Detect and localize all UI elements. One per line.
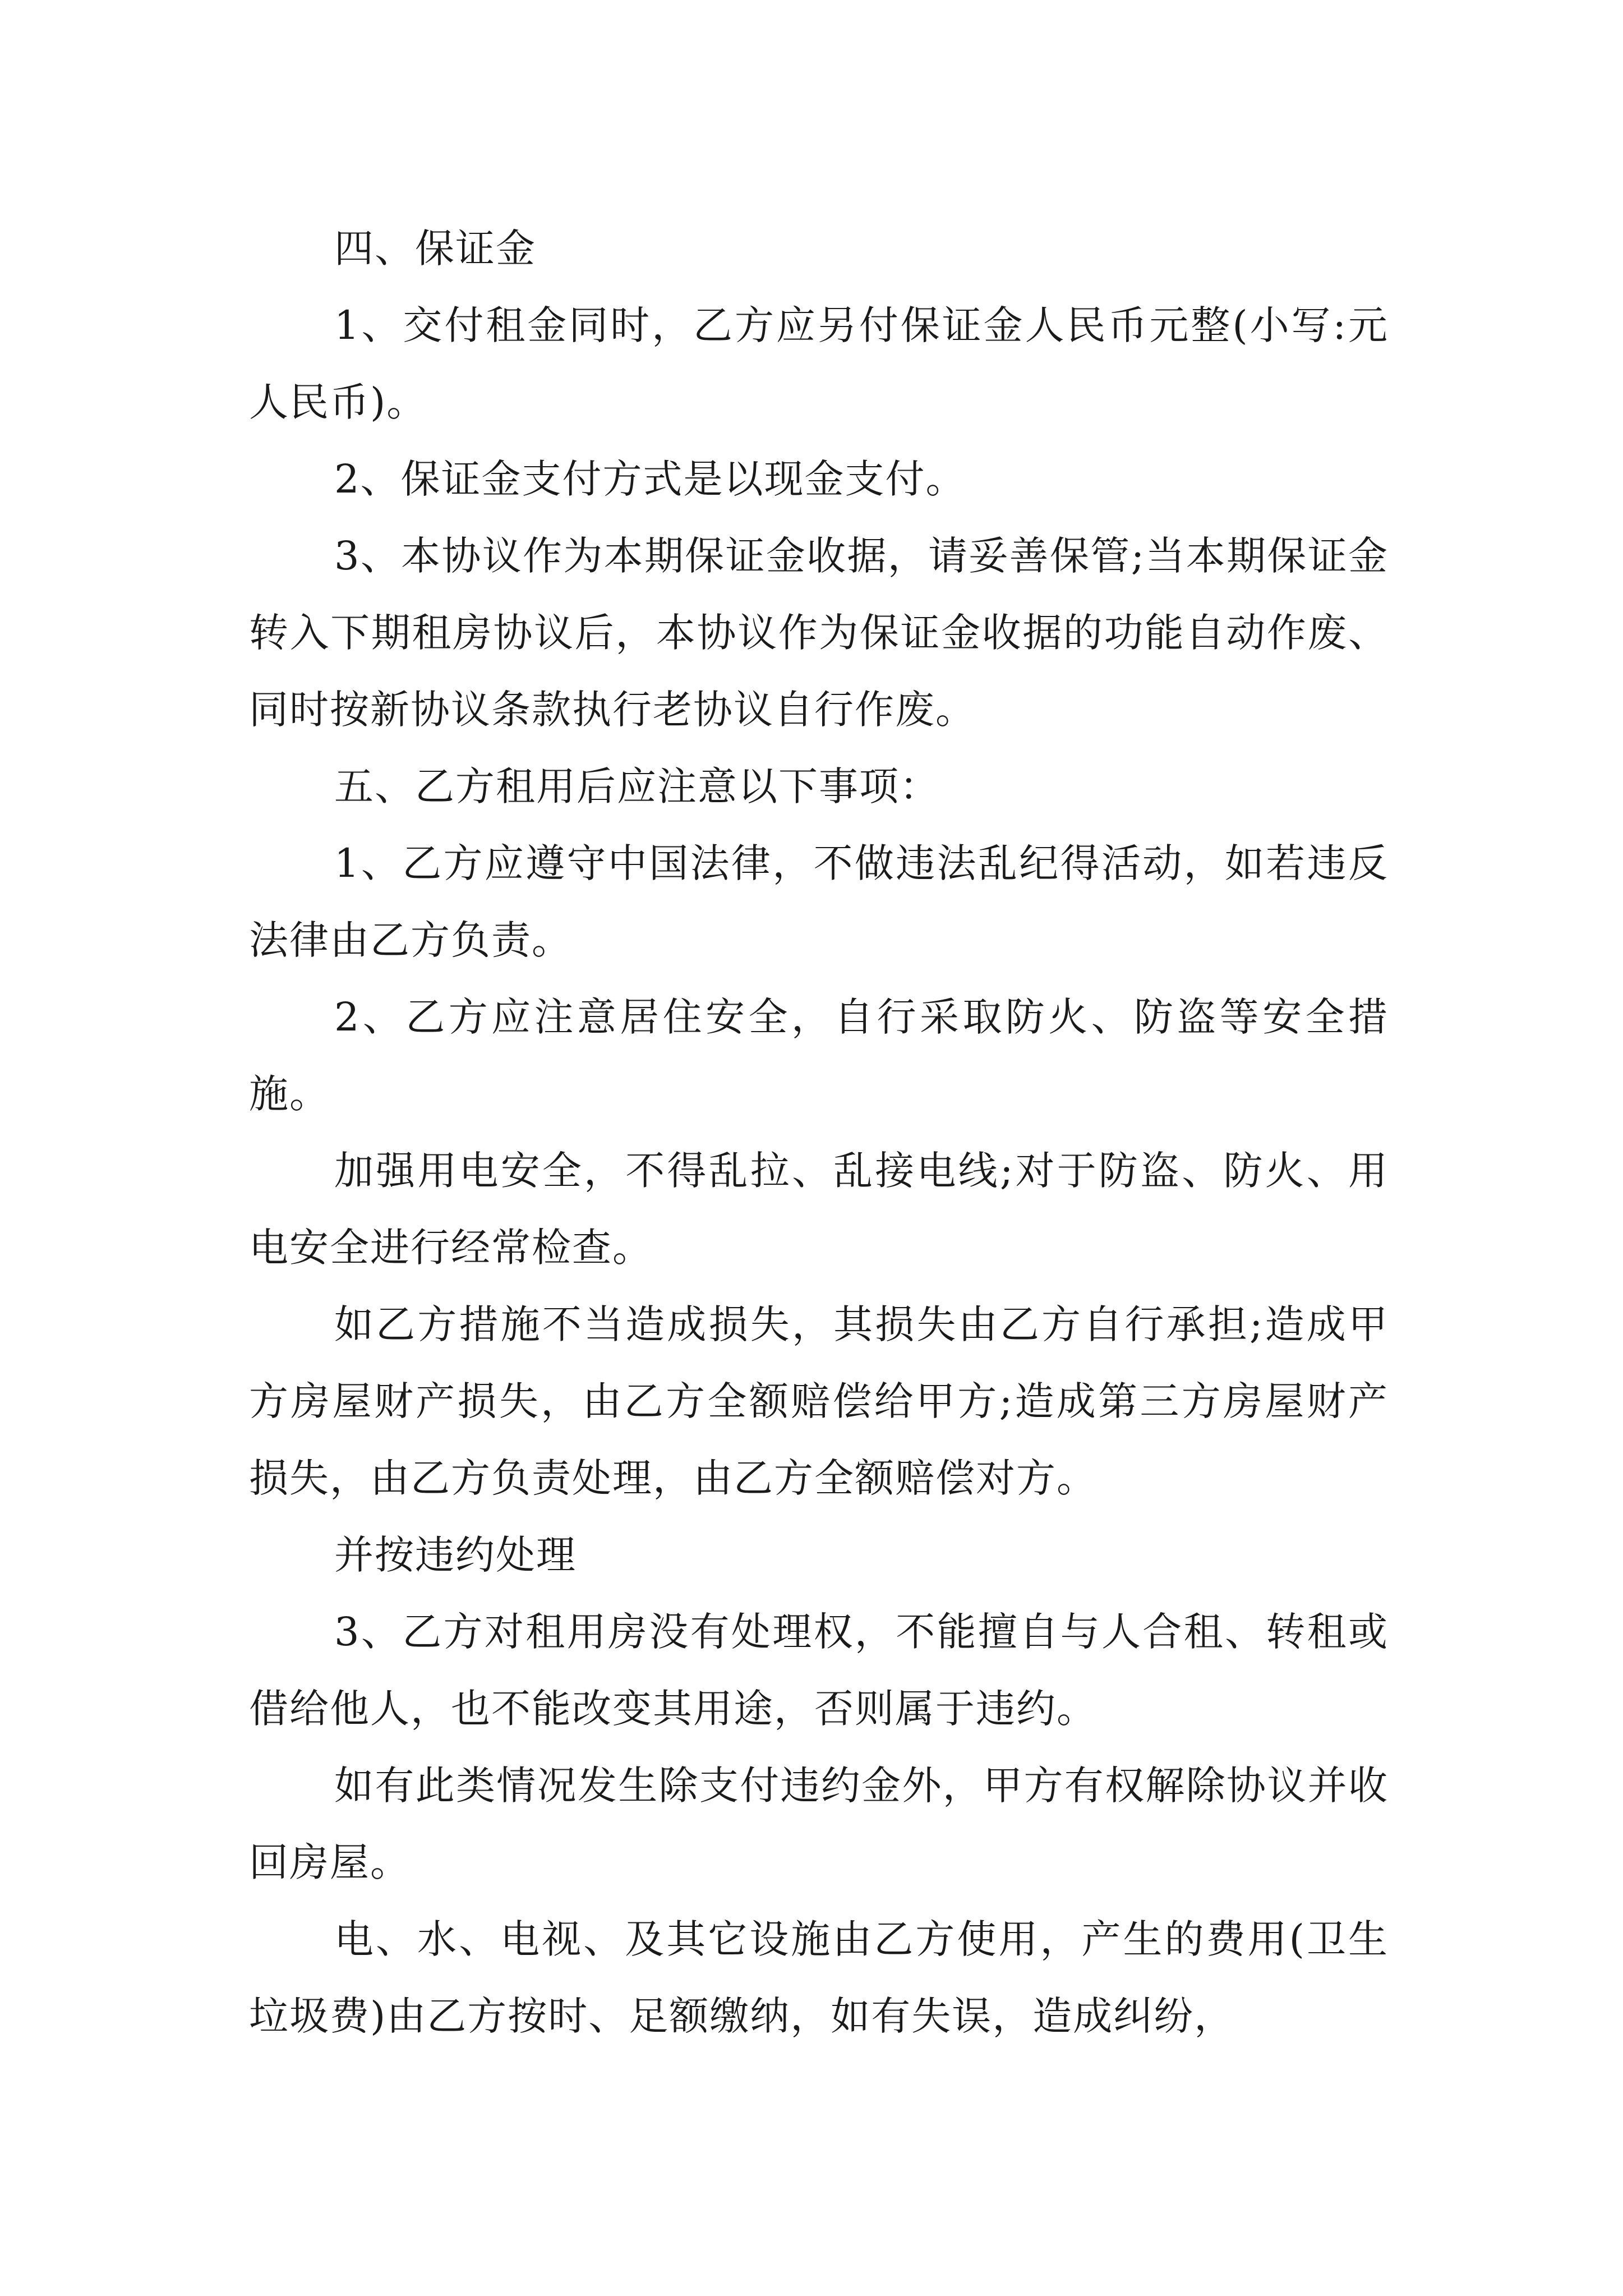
paragraph: 1、乙方应遵守中国法律，不做违法乱纪得活动，如若违反法律由乙方负责。	[249, 840, 1389, 963]
paragraph: 2、保证金支付方式是以现金支付。	[334, 456, 966, 502]
paragraph: 加强用电安全，不得乱拉、乱接电线;对于防盗、防火、用电安全进行经常检查。	[249, 1148, 1389, 1271]
paragraph: 1、交付租金同时，乙方应另付保证金人民币元整(小写:元人民币)。	[249, 302, 1389, 425]
document-body	[249, 210, 1389, 2055]
paragraph: 如乙方措施不当造成损失，其损失由乙方自行承担;造成甲方房屋财产损失，由乙方全额赔偿给甲方;造成第三方房屋财产损失，由乙方负责处理，由乙方全额赔偿对方。	[249, 1301, 1389, 1501]
section-heading-deposit: 四、保证金	[334, 226, 536, 272]
paragraph: 并按违约处理	[334, 1532, 577, 1578]
paragraph: 2、乙方应注意居住安全，自行采取防火、防盗等安全措施。	[249, 994, 1389, 1117]
paragraph: 如有此类情况发生除支付违约金外，甲方有权解除协议并收回房屋。	[249, 1763, 1389, 1885]
paragraph: 3、乙方对租用房没有处理权，不能擅自与人合租、转租或借给他人，也不能改变其用途，否则属于违约。	[249, 1609, 1389, 1732]
section-heading-notices: 五、乙方租用后应注意以下事项：	[334, 763, 940, 809]
paragraph: 电、水、电视、及其它设施由乙方使用，产生的费用(卫生垃圾费)由乙方按时、足额缴纳，如有失误，造成纠纷，	[249, 1916, 1389, 2039]
paragraph: 3、本协议作为本期保证金收据，请妥善保管;当本期保证金转入下期租房协议后，本协议作为保证金收据的功能自动作废、同时按新协议条款执行老协议自行作废。	[249, 533, 1389, 733]
